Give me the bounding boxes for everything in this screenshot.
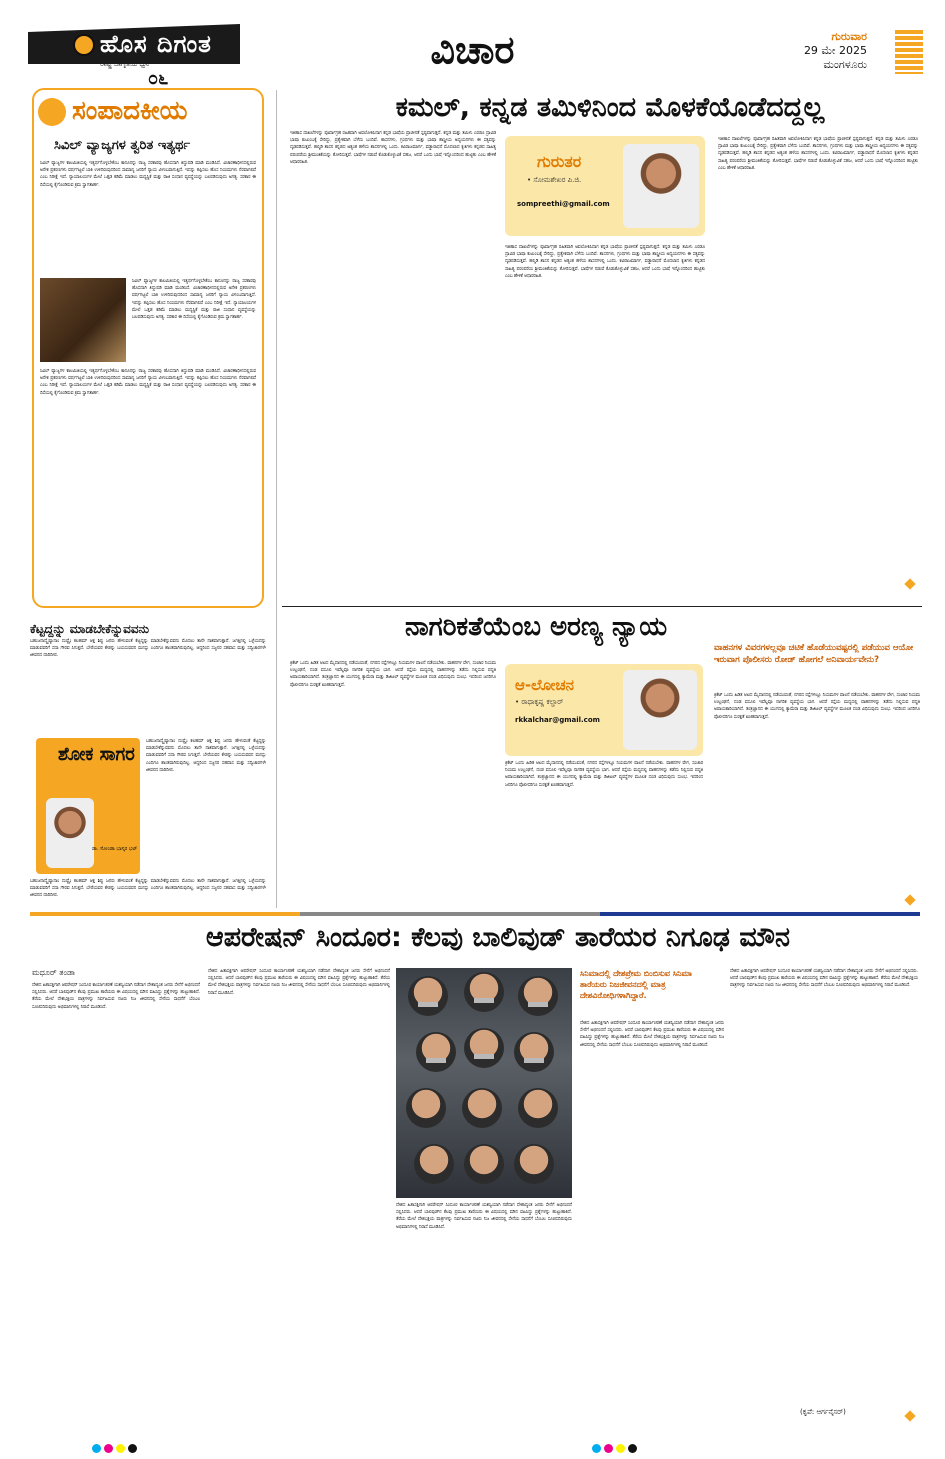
- editorial-text-side: ಸಿವಿಲ್ ವ್ಯಾಜ್ಯಗಳ ಕಾಲಮಿತಿಯಲ್ಲಿ ಇತ್ಯರ್ಥಗೊಳ್ಳಬೇಕೆಂಬ ಕಾನೂನನ್ನು ರಾಜ್ಯ ಸರಕಾರವು ಹೊಸದಾಗಿ ತಿದ್ದುಪಡಿ ಮಾಡಿ ಮಂಡಿಸಿದೆ. ವಿಚಾರಣಾಧೀನದಲ್ಲಿರುವ ಅನೇಕ ಪ್ರಕರಣಗಳು ವರ್ಷಗಟ್ಟಲೆ ಬಾಕಿ ಉಳಿದಿರುವುದರಿಂದ ಸಾಮಾನ್ಯ ಜನರಿಗೆ ನ್ಯಾಯ ವಿಳಂಬವಾಗುತ್ತಿದೆ. ಇದನ್ನು ತಪ್ಪಿಸಲು ಹೊಸ ನಿಯಮಗಳು ನೆರವಾಗಲಿವೆ ಎಂಬ ನಿರೀಕ್ಷೆ ಇದೆ. ನ್ಯಾಯಾಲಯಗಳ ಮೇಲೆ ಒತ್ತಡ ಕಡಿಮೆ ಮಾಡಲು ಮಧ್ಯಸ್ಥಿಕೆ ಮತ್ತು ರಾಜಿ ಸಂಧಾನ ವ್ಯವಸ್ಥೆಯನ್ನು ಬಲಪಡಿಸುವುದು ಅಗತ್ಯ. ಸರಕಾರ ಈ ದಿಸೆಯಲ್ಲಿ ಕೈಗೊಂಡಿರುವ ಕ್ರಮ ಸ್ವಾಗತಾರ್ಹ.: [132, 279, 256, 321]
- sidebar-text-side: ಬಹುಜನಾದ್ಯೈಷ್ಯಾನಾಂ ದುಷ್ಟೈಃ ಕಲಹಮ್ ಆಕ್ತ ಶಿಷ್ಟ ಜನರು ಹೇಳುವಂತೆ ಕೆಟ್ಟದ್ದನ್ನು ಮಾಡಬೇಕೆನ್ನುವವನು ಮೊದಲು ತಾನೇ ನಾಶವಾಗುತ್ತಾನೆ. ಜಗತ್ತಿನಲ್ಲಿ ಒಳ್ಳೆಯದನ್ನು ಮಾಡುವವರಿಗೆ ಸದಾ ಗೌರವ ಸಿಗುತ್ತದೆ. ಬೇರೆಯವರ ಕೇಡನ್ನು ಬಯಸುವವನ ಮನಸ್ಸು ಎಂದಿಗೂ ಶಾಂತವಾಗಿರುವುದಿಲ್ಲ. ಆದ್ದರಿಂದ ಸಜ್ಜನರ ಸಹವಾಸ ಮತ್ತು ಸದ್ವಿಚಾರಗಳೇ ಜೀವನದ ದಾರಿದೀಪ.: [146, 739, 266, 773]
- article3-headline: ಆಪರೇಷನ್ ಸಿಂದೂರ: ಕೆಲವು ಬಾಲಿವುಡ್ ತಾರೆಯರ ನಿಗೂಢ ಮೌನ: [205, 922, 791, 953]
- editorial-text-bottom: ಸಿವಿಲ್ ವ್ಯಾಜ್ಯಗಳ ಕಾಲಮಿತಿಯಲ್ಲಿ ಇತ್ಯರ್ಥಗೊಳ್ಳಬೇಕೆಂಬ ಕಾನೂನನ್ನು ರಾಜ್ಯ ಸರಕಾರವು ಹೊಸದಾಗಿ ತಿದ್ದುಪಡಿ ಮಾಡಿ ಮಂಡಿಸಿದೆ. ವಿಚಾರಣಾಧೀನದಲ್ಲಿರುವ ಅನೇಕ ಪ್ರಕರಣಗಳು ವರ್ಷಗಟ್ಟಲೆ ಬಾಕಿ ಉಳಿದಿರುವುದರಿಂದ ಸಾಮಾನ್ಯ ಜನರಿಗೆ ನ್ಯಾಯ ವಿಳಂಬವಾಗುತ್ತಿದೆ. ಇದನ್ನು ತಪ್ಪಿಸಲು ಹೊಸ ನಿಯಮಗಳು ನೆರವಾಗಲಿವೆ ಎಂಬ ನಿರೀಕ್ಷೆ ಇದೆ. ನ್ಯಾಯಾಲಯಗಳ ಮೇಲೆ ಒತ್ತಡ ಕಡಿಮೆ ಮಾಡಲು ಮಧ್ಯಸ್ಥಿಕೆ ಮತ್ತು ರಾಜಿ ಸಂಧಾನ ವ್ಯವಸ್ಥೆಯನ್ನು ಬಲಪಡಿಸುವುದು ಅಗತ್ಯ. ಸರಕಾರ ಈ ದಿಸೆಯಲ್ಲಿ ಕೈಗೊಂಡಿರುವ ಕ್ರಮ ಸ್ವಾಗತಾರ್ಹ.: [40, 369, 256, 396]
- article1-author: • ಸೋಮಶೇಖರ ಪಿ.ಜಿ.: [527, 176, 582, 184]
- sidebar-text-bottom: ಬಹುಜನಾದ್ಯೈಷ್ಯಾನಾಂ ದುಷ್ಟೈಃ ಕಲಹಮ್ ಆಕ್ತ ಶಿಷ್ಟ ಜನರು ಹೇಳುವಂತೆ ಕೆಟ್ಟದ್ದನ್ನು ಮಾಡಬೇಕೆನ್ನುವವನು ಮೊದಲು ತಾನೇ ನಾಶವಾಗುತ್ತಾನೆ. ಜಗತ್ತಿನಲ್ಲಿ ಒಳ್ಳೆಯದನ್ನು ಮಾಡುವವರಿಗೆ ಸದಾ ಗೌರವ ಸಿಗುತ್ತದೆ. ಬೇರೆಯವರ ಕೇಡನ್ನು ಬಯಸುವವನ ಮನಸ್ಸು ಎಂದಿಗೂ ಶಾಂತವಾಗಿರುವುದಿಲ್ಲ. ಆದ್ದರಿಂದ ಸಜ್ಜನರ ಸಹವಾಸ ಮತ್ತು ಸದ್ವಿಚಾರಗಳೇ ಜೀವನದ ದಾರಿದೀಪ.: [30, 879, 266, 899]
- orange-stripe: [30, 912, 300, 916]
- masthead-stripes: [895, 30, 923, 74]
- sidebar-author: ಡಾ. ಸೋಂಡಾ ಭಾಸ್ಕರ ಭಟ್: [92, 846, 138, 852]
- dateline-city: ಮಂಗಳೂರು: [823, 58, 867, 71]
- print-registration-marks: [592, 1438, 640, 1457]
- sidebar-column-box: [36, 738, 140, 874]
- article2-text-col2: ಕ್ರಿಕೆಟ್ ಒಂದು ಹಿಡಿತ ಆಟದ ಮೈದಾನದಲ್ಲಿ ನಡೆಯುವಂತೆ, ನಗರದ ರಸ್ತೆಗಳಲ್ಲೂ ನಿಯಮಗಳ ಪಾಲನೆ ನಡೆಯಬೇಕು. ವಾಹನಗಳ ವೇಗ, ಸಂಚಾರ ನಿಯಮ ಉಲ್ಲಂಘನೆ, ದಂಡ ವಸೂಲಿ ಇವೆಲ್ಲವೂ ನಾಗರಿಕ ವ್ಯವಸ್ಥೆಯ ಭಾಗ. ಆದರೆ ರಸ್ತೆಯ ಮಧ್ಯದಲ್ಲಿ ವಾಹನಗಳನ್ನು ತಡೆದು ನಿಲ್ಲಿಸುವ ಪದ್ಧತಿ ಅಪಾಯಕಾರಿಯಾಗಿದೆ. ತಂತ್ರಜ್ಞಾನದ ಈ ಯುಗದಲ್ಲಿ ಕ್ಯಾಮೆರಾ ಮತ್ತು ಡಿಜಿಟಲ್ ವ್ಯವಸ್ಥೆಗಳ ಮೂಲಕ ದಂಡ ವಿಧಿಸುವುದು ಸುಲಭ. ಇದರಿಂದ ಜನರಿಗೂ ಪೊಲೀಸರಿಗೂ ಸುರಕ್ಷತೆ ಖಚಿತವಾಗುತ್ತದೆ.: [505, 761, 703, 788]
- page-number: ೦೬: [148, 68, 169, 89]
- article1-text-col2: ಇತಿಹಾಸ ದಾಖಲೆಗಳನ್ನು ಪೂರ್ವಾಗ್ರಹ ರಹಿತವಾಗಿ ಅವಲೋಕಿಸಿದಾಗ ಕನ್ನಡ ಭಾಷೆಯ ಪ್ರಾಚೀನತೆ ಸ್ಪಷ್ಟವಾಗುತ್ತದೆ. ಕನ್ನಡ ಮತ್ತು ತಮಿಳು ಎರಡೂ ದ್ರಾವಿಡ ಭಾಷಾ ಕುಟುಂಬಕ್ಕೆ ಸೇರಿದ್ದು, ಪ್ರತ್ಯೇಕವಾಗಿ ಬೆಳೆದು ಬಂದಿವೆ. ಶಾಸನಗಳು, ಗ್ರಂಥಗಳು ಮತ್ತು ಭಾಷಾ ಶಾಸ್ತ್ರೀಯ ಅಧ್ಯಯನಗಳು ಈ ಸತ್ಯವನ್ನು ದೃಢಪಡಿಸುತ್ತವೆ. ಹಲ್ಮಿಡಿ ಶಾಸನ ಕನ್ನಡದ ಅತ್ಯಂತ ಹಳೆಯ ಶಾಸನಗಳಲ್ಲಿ ಒಂದು. ಕವಿರಾಜಮಾರ್ಗ, ವಡ್ಡಾರಾಧನೆ ಮೊದಲಾದ ಕೃತಿಗಳು ಕನ್ನಡದ ಸಾಹಿತ್ಯ ಪರಂಪರೆಯ ಶ್ರೀಮಂತಿಕೆಯನ್ನು ತೋರಿಸುತ್ತವೆ. ಭಾಷೆಗಳ ನಡುವೆ ಕೊಡುಕೊಳ್ಳುವಿಕೆ ಸಹಜ, ಆದರೆ ಒಂದು ಭಾಷೆ ಇನ್ನೊಂದರಿಂದ ಹುಟ್ಟಿತು ಎಂಬ ಹೇಳಿಕೆ ಆಧಾರರಹಿತ.: [505, 245, 705, 279]
- article2-text-col1: ಕ್ರಿಕೆಟ್ ಒಂದು ಹಿಡಿತ ಆಟದ ಮೈದಾನದಲ್ಲಿ ನಡೆಯುವಂತೆ, ನಗರದ ರಸ್ತೆಗಳಲ್ಲೂ ನಿಯಮಗಳ ಪಾಲನೆ ನಡೆಯಬೇಕು. ವಾಹನಗಳ ವೇಗ, ಸಂಚಾರ ನಿಯಮ ಉಲ್ಲಂಘನೆ, ದಂಡ ವಸೂಲಿ ಇವೆಲ್ಲವೂ ನಾಗರಿಕ ವ್ಯವಸ್ಥೆಯ ಭಾಗ. ಆದರೆ ರಸ್ತೆಯ ಮಧ್ಯದಲ್ಲಿ ವಾಹನಗಳನ್ನು ತಡೆದು ನಿಲ್ಲಿಸುವ ಪದ್ಧತಿ ಅಪಾಯಕಾರಿಯಾಗಿದೆ. ತಂತ್ರಜ್ಞಾನದ ಈ ಯುಗದಲ್ಲಿ ಕ್ಯಾಮೆರಾ ಮತ್ತು ಡಿಜಿಟಲ್ ವ್ಯವಸ್ಥೆಗಳ ಮೂಲಕ ದಂಡ ವಿಧಿಸುವುದು ಸುಲಭ. ಇದರಿಂದ ಜನರಿಗೂ ಪೊಲೀಸರಿಗೂ ಸುರಕ್ಷತೆ ಖಚಿತವಾಗುತ್ತದೆ.: [290, 661, 496, 688]
- editorial-box: [32, 88, 264, 608]
- end-mark-icon: [904, 1410, 915, 1421]
- dateline-day: ಗುರುವಾರ: [831, 30, 867, 43]
- article2-text-col3: ಕ್ರಿಕೆಟ್ ಒಂದು ಹಿಡಿತ ಆಟದ ಮೈದಾನದಲ್ಲಿ ನಡೆಯುವಂತೆ, ನಗರದ ರಸ್ತೆಗಳಲ್ಲೂ ನಿಯಮಗಳ ಪಾಲನೆ ನಡೆಯಬೇಕು. ವಾಹನಗಳ ವೇಗ, ಸಂಚಾರ ನಿಯಮ ಉಲ್ಲಂಘನೆ, ದಂಡ ವಸೂಲಿ ಇವೆಲ್ಲವೂ ನಾಗರಿಕ ವ್ಯವಸ್ಥೆಯ ಭಾಗ. ಆದರೆ ರಸ್ತೆಯ ಮಧ್ಯದಲ್ಲಿ ವಾಹನಗಳನ್ನು ತಡೆದು ನಿಲ್ಲಿಸುವ ಪದ್ಧತಿ ಅಪಾಯಕಾರಿಯಾಗಿದೆ. ತಂತ್ರಜ್ಞಾನದ ಈ ಯುಗದಲ್ಲಿ ಕ್ಯಾಮೆರಾ ಮತ್ತು ಡಿಜಿಟಲ್ ವ್ಯವಸ್ಥೆಗಳ ಮೂಲಕ ದಂಡ ವಿಧಿಸುವುದು ಸುಲಭ. ಇದರಿಂದ ಜನರಿಗೂ ಪೊಲೀಸರಿಗೂ ಸುರಕ್ಷತೆ ಖಚಿತವಾಗುತ್ತದೆ.: [714, 693, 920, 720]
- article1-email: sompreethi@gmail.com: [517, 200, 610, 208]
- divider-line: [282, 606, 922, 607]
- logo-tagline: ರಾಷ್ಟ್ರ ಜಾಗೃತಿಯ ಧ್ವನಿ: [100, 60, 150, 68]
- print-registration-marks: [92, 1438, 140, 1457]
- article2-callout: ವಾಹನಗಳ ವಿವರಗಳಲ್ಲವೂ ಚಟಿಕೆ ಹೊಡೆಯುವಷ್ಟರಲ್ಲಿ ಪಡೆಯುವ ಆಯೋ ಇರುವಾಗ ಪೊಲೀಸರು ರೋಡ್ ಹೋಗಲೆ ಅನಿವಾರ್ಯವೇನು?: [714, 643, 914, 665]
- article1-text-col1: ಇತಿಹಾಸ ದಾಖಲೆಗಳನ್ನು ಪೂರ್ವಾಗ್ರಹ ರಹಿತವಾಗಿ ಅವಲೋಕಿಸಿದಾಗ ಕನ್ನಡ ಭಾಷೆಯ ಪ್ರಾಚೀನತೆ ಸ್ಪಷ್ಟವಾಗುತ್ತದೆ. ಕನ್ನಡ ಮತ್ತು ತಮಿಳು ಎರಡೂ ದ್ರಾವಿಡ ಭಾಷಾ ಕುಟುಂಬಕ್ಕೆ ಸೇರಿದ್ದು, ಪ್ರತ್ಯೇಕವಾಗಿ ಬೆಳೆದು ಬಂದಿವೆ. ಶಾಸನಗಳು, ಗ್ರಂಥಗಳು ಮತ್ತು ಭಾಷಾ ಶಾಸ್ತ್ರೀಯ ಅಧ್ಯಯನಗಳು ಈ ಸತ್ಯವನ್ನು ದೃಢಪಡಿಸುತ್ತವೆ. ಹಲ್ಮಿಡಿ ಶಾಸನ ಕನ್ನಡದ ಅತ್ಯಂತ ಹಳೆಯ ಶಾಸನಗಳಲ್ಲಿ ಒಂದು. ಕವಿರಾಜಮಾರ್ಗ, ವಡ್ಡಾರಾಧನೆ ಮೊದಲಾದ ಕೃತಿಗಳು ಕನ್ನಡದ ಸಾಹಿತ್ಯ ಪರಂಪರೆಯ ಶ್ರೀಮಂತಿಕೆಯನ್ನು ತೋರಿಸುತ್ತವೆ. ಭಾಷೆಗಳ ನಡುವೆ ಕೊಡುಕೊಳ್ಳುವಿಕೆ ಸಹಜ, ಆದರೆ ಒಂದು ಭಾಷೆ ಇನ್ನೊಂದರಿಂದ ಹುಟ್ಟಿತು ಎಂಬ ಹೇಳಿಕೆ ಆಧಾರರಹಿತ.: [290, 131, 496, 165]
- article1-author-photo: [623, 144, 699, 228]
- article1-text-col3: ಇತಿಹಾಸ ದಾಖಲೆಗಳನ್ನು ಪೂರ್ವಾಗ್ರಹ ರಹಿತವಾಗಿ ಅವಲೋಕಿಸಿದಾಗ ಕನ್ನಡ ಭಾಷೆಯ ಪ್ರಾಚೀನತೆ ಸ್ಪಷ್ಟವಾಗುತ್ತದೆ. ಕನ್ನಡ ಮತ್ತು ತಮಿಳು ಎರಡೂ ದ್ರಾವಿಡ ಭಾಷಾ ಕುಟುಂಬಕ್ಕೆ ಸೇರಿದ್ದು, ಪ್ರತ್ಯೇಕವಾಗಿ ಬೆಳೆದು ಬಂದಿವೆ. ಶಾಸನಗಳು, ಗ್ರಂಥಗಳು ಮತ್ತು ಭಾಷಾ ಶಾಸ್ತ್ರೀಯ ಅಧ್ಯಯನಗಳು ಈ ಸತ್ಯವನ್ನು ದೃಢಪಡಿಸುತ್ತವೆ. ಹಲ್ಮಿಡಿ ಶಾಸನ ಕನ್ನಡದ ಅತ್ಯಂತ ಹಳೆಯ ಶಾಸನಗಳಲ್ಲಿ ಒಂದು. ಕವಿರಾಜಮಾರ್ಗ, ವಡ್ಡಾರಾಧನೆ ಮೊದಲಾದ ಕೃತಿಗಳು ಕನ್ನಡದ ಸಾಹಿತ್ಯ ಪರಂಪರೆಯ ಶ್ರೀಮಂತಿಕೆಯನ್ನು ತೋರಿಸುತ್ತವೆ. ಭಾಷೆಗಳ ನಡುವೆ ಕೊಡುಕೊಳ್ಳುವಿಕೆ ಸಹಜ, ಆದರೆ ಒಂದು ಭಾಷೆ ಇನ್ನೊಂದರಿಂದ ಹುಟ್ಟಿತು ಎಂಬ ಹೇಳಿಕೆ ಆಧಾರರಹಿತ.: [718, 137, 918, 171]
- article3-callout: ಸಿನಿಮಾದಲ್ಲಿ ದೇಶಪ್ರೇಮ ಬಿಂಬಿಸುವ ಸಿನಿಮಾ ತಾರೆಯರು ನಿಜಜೀವನದಲ್ಲಿ ಮಾತ್ರ ದೇಶವಿರೋಧಿಗಳಾಗಿದ್ದಾರೆ.: [580, 969, 692, 1000]
- article3-byline: ಮಧೂರ್ ತಂಡಾ: [32, 968, 75, 977]
- column-divider: [276, 90, 277, 908]
- editorial-emblem-icon: [38, 98, 66, 126]
- sidebar-text-top: ಬಹುಜನಾದ್ಯೈಷ್ಯಾನಾಂ ದುಷ್ಟೈಃ ಕಲಹಮ್ ಆಕ್ತ ಶಿಷ್ಟ ಜನರು ಹೇಳುವಂತೆ ಕೆಟ್ಟದ್ದನ್ನು ಮಾಡಬೇಕೆನ್ನುವವನು ಮೊದಲು ತಾನೇ ನಾಶವಾಗುತ್ತಾನೆ. ಜಗತ್ತಿನಲ್ಲಿ ಒಳ್ಳೆಯದನ್ನು ಮಾಡುವವರಿಗೆ ಸದಾ ಗೌರವ ಸಿಗುತ್ತದೆ. ಬೇರೆಯವರ ಕೇಡನ್ನು ಬಯಸುವವನ ಮನಸ್ಸು ಎಂದಿಗೂ ಶಾಂತವಾಗಿರುವುದಿಲ್ಲ. ಆದ್ದರಿಂದ ಸಜ್ಜನರ ಸಹವಾಸ ಮತ್ತು ಸದ್ವಿಚಾರಗಳೇ ಜೀವನದ ದಾರಿದೀಪ.: [30, 639, 266, 659]
- article2-headline: ನಾಗರಿಕತೆಯೆಂಬ ಅರಣ್ಯ ನ್ಯಾಯ: [405, 612, 668, 642]
- gavel-image: [40, 278, 126, 362]
- grey-stripe: [300, 912, 600, 916]
- bollywood-stars-image: [396, 968, 572, 1198]
- article3-credit: (ಕೃಪೆ: ಆರ್ಗನೈಸರ್): [800, 1408, 846, 1416]
- article2-author-photo: [623, 670, 697, 750]
- article1-author-card: [505, 136, 705, 236]
- article3-text-col5: ದೇಶದ ಹಿತಾಸಕ್ತಿಗಾಗಿ ಆಪರೇಷನ್ ಸಿಂದೂರ ಕಾರ್ಯಾಚರಣೆ ಯಶಸ್ವಿಯಾಗಿ ನಡೆದಾಗ ದೇಶಾದ್ಯಂತ ಜನರು ಸೇನೆಗೆ ಅಭಿನಂದನೆ ಸಲ್ಲಿಸಿದರು. ಆದರೆ ಬಾಲಿವುಡ್‌ನ ಕೆಲವು ಪ್ರಮುಖ ತಾರೆಯರು ಈ ವಿಷಯದಲ್ಲಿ ಮೌನ ವಹಿಸಿದ್ದು ಪ್ರಶ್ನೆಗಳನ್ನು ಹುಟ್ಟುಹಾಕಿದೆ. ತೆರೆಯ ಮೇಲೆ ದೇಶಭಕ್ತಿಯ ಪಾತ್ರಗಳನ್ನು ನಿರ್ವಹಿಸುವ ನಟರು ನಿಜ ಜೀವನದಲ್ಲಿ ಸೇನೆಯ ಸಾಧನೆಗೆ ಬೆಂಬಲ ಸೂಚಿಸದಿರುವುದು ಅಭಿಮಾನಿಗಳಲ್ಲಿ ನಿರಾಸೆ ಮೂಡಿಸಿದೆ.: [730, 969, 918, 989]
- article2-column-name: ಆ-ಲೋಚನ: [515, 676, 574, 694]
- article2-author: • ರಾಧಾಕೃಷ್ಣ ಕಲ್ಚಾರ್: [515, 698, 564, 706]
- article3-text-col4: ದೇಶದ ಹಿತಾಸಕ್ತಿಗಾಗಿ ಆಪರೇಷನ್ ಸಿಂದೂರ ಕಾರ್ಯಾಚರಣೆ ಯಶಸ್ವಿಯಾಗಿ ನಡೆದಾಗ ದೇಶಾದ್ಯಂತ ಜನರು ಸೇನೆಗೆ ಅಭಿನಂದನೆ ಸಲ್ಲಿಸಿದರು. ಆದರೆ ಬಾಲಿವುಡ್‌ನ ಕೆಲವು ಪ್ರಮುಖ ತಾರೆಯರು ಈ ವಿಷಯದಲ್ಲಿ ಮೌನ ವಹಿಸಿದ್ದು ಪ್ರಶ್ನೆಗಳನ್ನು ಹುಟ್ಟುಹಾಕಿದೆ. ತೆರೆಯ ಮೇಲೆ ದೇಶಭಕ್ತಿಯ ಪಾತ್ರಗಳನ್ನು ನಿರ್ವಹಿಸುವ ನಟರು ನಿಜ ಜೀವನದಲ್ಲಿ ಸೇನೆಯ ಸಾಧನೆಗೆ ಬೆಂಬಲ ಸೂಚಿಸದಿರುವುದು ಅಭಿಮಾನಿಗಳಲ್ಲಿ ನಿರಾಸೆ ಮೂಡಿಸಿದೆ.: [580, 1021, 724, 1048]
- sidebar-author-photo: [46, 798, 94, 868]
- editorial-label: ಸಂಪಾದಕೀಯ: [72, 96, 188, 126]
- article3-text-col2: ದೇಶದ ಹಿತಾಸಕ್ತಿಗಾಗಿ ಆಪರೇಷನ್ ಸಿಂದೂರ ಕಾರ್ಯಾಚರಣೆ ಯಶಸ್ವಿಯಾಗಿ ನಡೆದಾಗ ದೇಶಾದ್ಯಂತ ಜನರು ಸೇನೆಗೆ ಅಭಿನಂದನೆ ಸಲ್ಲಿಸಿದರು. ಆದರೆ ಬಾಲಿವುಡ್‌ನ ಕೆಲವು ಪ್ರಮುಖ ತಾರೆಯರು ಈ ವಿಷಯದಲ್ಲಿ ಮೌನ ವಹಿಸಿದ್ದು ಪ್ರಶ್ನೆಗಳನ್ನು ಹುಟ್ಟುಹಾಕಿದೆ. ತೆರೆಯ ಮೇಲೆ ದೇಶಭಕ್ತಿಯ ಪಾತ್ರಗಳನ್ನು ನಿರ್ವಹಿಸುವ ನಟರು ನಿಜ ಜೀವನದಲ್ಲಿ ಸೇನೆಯ ಸಾಧನೆಗೆ ಬೆಂಬಲ ಸೂಚಿಸದಿರುವುದು ಅಭಿಮಾನಿಗಳಲ್ಲಿ ನಿರಾಸೆ ಮೂಡಿಸಿದೆ.: [208, 969, 390, 996]
- blue-stripe: [600, 912, 920, 916]
- article2-email: rkkalchar@gmail.com: [515, 716, 600, 724]
- article3-text-col3: ದೇಶದ ಹಿತಾಸಕ್ತಿಗಾಗಿ ಆಪರೇಷನ್ ಸಿಂದೂರ ಕಾರ್ಯಾಚರಣೆ ಯಶಸ್ವಿಯಾಗಿ ನಡೆದಾಗ ದೇಶಾದ್ಯಂತ ಜನರು ಸೇನೆಗೆ ಅಭಿನಂದನೆ ಸಲ್ಲಿಸಿದರು. ಆದರೆ ಬಾಲಿವುಡ್‌ನ ಕೆಲವು ಪ್ರಮುಖ ತಾರೆಯರು ಈ ವಿಷಯದಲ್ಲಿ ಮೌನ ವಹಿಸಿದ್ದು ಪ್ರಶ್ನೆಗಳನ್ನು ಹುಟ್ಟುಹಾಕಿದೆ. ತೆರೆಯ ಮೇಲೆ ದೇಶಭಕ್ತಿಯ ಪಾತ್ರಗಳನ್ನು ನಿರ್ವಹಿಸುವ ನಟರು ನಿಜ ಜೀವನದಲ್ಲಿ ಸೇನೆಯ ಸಾಧನೆಗೆ ಬೆಂಬಲ ಸೂಚಿಸದಿರುವುದು ಅಭಿಮಾನಿಗಳಲ್ಲಿ ನಿರಾಸೆ ಮೂಡಿಸಿದೆ.: [396, 1203, 572, 1230]
- article3-text-col1: ದೇಶದ ಹಿತಾಸಕ್ತಿಗಾಗಿ ಆಪರೇಷನ್ ಸಿಂದೂರ ಕಾರ್ಯಾಚರಣೆ ಯಶಸ್ವಿಯಾಗಿ ನಡೆದಾಗ ದೇಶಾದ್ಯಂತ ಜನರು ಸೇನೆಗೆ ಅಭಿನಂದನೆ ಸಲ್ಲಿಸಿದರು. ಆದರೆ ಬಾಲಿವುಡ್‌ನ ಕೆಲವು ಪ್ರಮುಖ ತಾರೆಯರು ಈ ವಿಷಯದಲ್ಲಿ ಮೌನ ವಹಿಸಿದ್ದು ಪ್ರಶ್ನೆಗಳನ್ನು ಹುಟ್ಟುಹಾಕಿದೆ. ತೆರೆಯ ಮೇಲೆ ದೇಶಭಕ್ತಿಯ ಪಾತ್ರಗಳನ್ನು ನಿರ್ವಹಿಸುವ ನಟರು ನಿಜ ಜೀವನದಲ್ಲಿ ಸೇನೆಯ ಸಾಧನೆಗೆ ಬೆಂಬಲ ಸೂಚಿಸದಿರುವುದು ಅಭಿಮಾನಿಗಳಲ್ಲಿ ನಿರಾಸೆ ಮೂಡಿಸಿದೆ.: [32, 983, 200, 1010]
- article1-column-name: ಗುರುತರ: [537, 152, 582, 171]
- logo-text: ಹೊಸ ದಿಗಂತ: [100, 30, 212, 58]
- editorial-text-top: ಸಿವಿಲ್ ವ್ಯಾಜ್ಯಗಳ ಕಾಲಮಿತಿಯಲ್ಲಿ ಇತ್ಯರ್ಥಗೊಳ್ಳಬೇಕೆಂಬ ಕಾನೂನನ್ನು ರಾಜ್ಯ ಸರಕಾರವು ಹೊಸದಾಗಿ ತಿದ್ದುಪಡಿ ಮಾಡಿ ಮಂಡಿಸಿದೆ. ವಿಚಾರಣಾಧೀನದಲ್ಲಿರುವ ಅನೇಕ ಪ್ರಕರಣಗಳು ವರ್ಷಗಟ್ಟಲೆ ಬಾಕಿ ಉಳಿದಿರುವುದರಿಂದ ಸಾಮಾನ್ಯ ಜನರಿಗೆ ನ್ಯಾಯ ವಿಳಂಬವಾಗುತ್ತಿದೆ. ಇದನ್ನು ತಪ್ಪಿಸಲು ಹೊಸ ನಿಯಮಗಳು ನೆರವಾಗಲಿವೆ ಎಂಬ ನಿರೀಕ್ಷೆ ಇದೆ. ನ್ಯಾಯಾಲಯಗಳ ಮೇಲೆ ಒತ್ತಡ ಕಡಿಮೆ ಮಾಡಲು ಮಧ್ಯಸ್ಥಿಕೆ ಮತ್ತು ರಾಜಿ ಸಂಧಾನ ವ್ಯವಸ್ಥೆಯನ್ನು ಬಲಪಡಿಸುವುದು ಅಗತ್ಯ. ಸರಕಾರ ಈ ದಿಸೆಯಲ್ಲಿ ಕೈಗೊಂಡಿರುವ ಕ್ರಮ ಸ್ವಾಗತಾರ್ಹ.: [40, 161, 256, 188]
- article1-headline: ಕಮಲ್, ಕನ್ನಡ ತಮಿಳಿನಿಂದ ಮೊಳಕೆಯೊಡೆದದ್ದಲ್ಲ: [395, 92, 825, 123]
- editorial-title: ಸಿವಿಲ್ ವ್ಯಾಜ್ಯಗಳ ತ್ವರಿತ ಇತ್ಯರ್ಥ: [54, 138, 191, 153]
- editorial-header: [38, 96, 258, 130]
- dateline: [804, 30, 867, 72]
- sidebar-title: ಕೆಟ್ಟದ್ದನ್ನು ಮಾಡಬೇಕೆನ್ನುವವನು: [30, 622, 150, 636]
- dateline-date: 29 ಮೇ 2025: [803, 44, 867, 57]
- section-title: ವಿಚಾರ: [430, 28, 515, 72]
- article2-author-card: [505, 664, 703, 756]
- sidebar-column-name: ಶೋಕ ಸಾಗರ: [58, 744, 135, 765]
